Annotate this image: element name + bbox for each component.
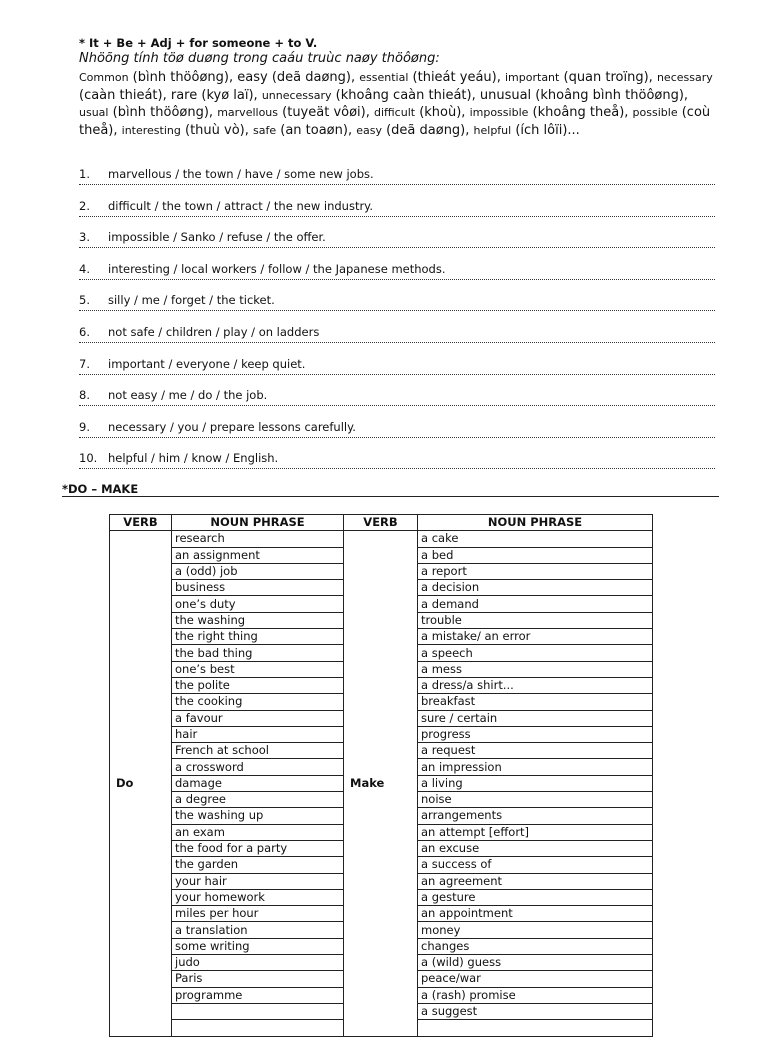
exercise-number: 8. [79,388,90,403]
answer-line[interactable] [79,214,715,217]
make-noun-phrase: changes [418,938,653,954]
exercise-number: 10. [79,451,98,466]
exercise-prompt: marvellous / the town / have / some new jobs. [108,167,374,181]
adjective-term: possible [632,106,678,120]
make-noun-phrase: a bed [418,547,653,563]
make-noun-phrase: peace/war [418,971,653,987]
do-noun-phrase: one’s best [172,661,344,677]
answer-line[interactable] [79,245,715,248]
do-noun-phrase: a translation [172,922,344,938]
adjective-term: marvellous [217,106,279,120]
adjective-gloss: (an toaøn), [276,122,357,138]
exercise-number: 3. [79,230,90,245]
do-noun-phrase: programme [172,987,344,1003]
exercise-prompt: not safe / children / play / on ladders [108,325,320,339]
adjective-gloss: (bình thöôøng), [128,70,238,85]
do-noun-phrase: research [172,531,344,547]
do-noun-phrase: hair [172,726,344,742]
make-noun-phrase: trouble [418,612,653,628]
verb-do: Do [110,531,172,1036]
exercise-item [79,388,719,402]
adjective-gloss: (deã daøng), [381,122,474,138]
exercise-item [79,420,719,434]
do-noun-phrase: French at school [172,743,344,759]
exercise-prompt: helpful / him / know / English. [108,451,279,466]
do-noun-phrase: damage [172,775,344,791]
answer-line[interactable] [79,277,715,280]
adjective-term: necessary [656,71,713,84]
section-subtitle: Nhöõng tính töø duøng trong caáu truùc naøy thöôøng: [79,51,440,66]
adjective-list-paragraph [79,69,719,139]
make-noun-phrase: noise [418,792,653,808]
do-make-table [109,514,653,1037]
make-noun-phrase: a mistake/ an error [418,629,653,645]
exercise-number: 1. [79,167,90,181]
make-noun-phrase: an agreement [418,873,653,889]
make-noun-phrase: progress [418,726,653,742]
adjective-gloss: (thuù vò), [180,122,253,138]
table-body [110,531,653,1036]
exercise-item [79,357,719,371]
adjective-gloss: (thieát yeáu), [408,70,505,85]
header-verb-left: VERB [110,515,172,531]
do-noun-phrase: the garden [172,857,344,873]
exercise-number: 9. [79,419,90,434]
exercise-prompt: not easy / me / do / the job. [108,388,268,403]
answer-line[interactable] [79,308,715,311]
exercise-prompt: impossible / Sanko / refuse / the offer. [108,230,326,245]
header-verb-right: VERB [344,515,418,531]
adjective-gloss: (bình thöôøng), [108,105,218,121]
exercise-item [79,325,719,339]
make-noun-phrase: breakfast [418,694,653,710]
make-noun-phrase: a speech [418,645,653,661]
do-noun-phrase: an exam [172,824,344,840]
table-header-row [110,515,653,531]
adjective-term: safe [253,123,277,137]
exercise-number: 5. [79,293,90,308]
do-noun-phrase: a (odd) job [172,563,344,579]
verb-make: Make [344,531,418,1036]
exercise-prompt: difficult / the town / attract / the new industry. [108,198,373,213]
answer-line[interactable] [79,435,715,438]
do-noun-phrase: miles per hour [172,906,344,922]
make-noun-phrase: a report [418,563,653,579]
make-noun-phrase: a decision [418,580,653,596]
adjective-term: usual [79,106,109,120]
answer-line[interactable] [79,340,715,343]
make-noun-phrase: a demand [418,596,653,612]
answer-line[interactable] [79,182,715,185]
exercise-item [79,167,719,181]
exercise-item [79,230,719,244]
make-noun-phrase: a living [418,775,653,791]
do-noun-phrase: some writing [172,938,344,954]
adjective-gloss: (ích lôïi)... [511,122,580,138]
make-noun-phrase: sure / certain [418,710,653,726]
do-noun-phrase: one’s duty [172,596,344,612]
exercise-item [79,262,719,276]
make-noun-phrase: money [418,922,653,938]
make-noun-phrase: an excuse [418,840,653,856]
header-noun-phrase-left: NOUN PHRASE [172,515,344,531]
adjective-gloss: easy [237,70,268,85]
do-noun-phrase: judo [172,955,344,971]
make-noun-phrase: arrangements [418,808,653,824]
adjective-gloss: (khoâng theå), [528,105,633,121]
adjective-gloss: (caàn thieát), rare (kyø laï), [79,87,262,103]
section-title-do-make: *DO – MAKE [62,482,139,496]
section-divider [62,496,719,497]
make-noun-phrase: a mess [418,661,653,677]
adjective-term: unnecessary [261,88,332,102]
make-noun-phrase: a dress/a shirt... [418,677,653,693]
exercise-item [79,451,719,465]
table-row [110,531,653,547]
adjective-gloss: (deã daøng), [267,70,360,85]
make-noun-phrase: a request [418,743,653,759]
do-noun-phrase [172,1020,344,1036]
make-noun-phrase: an appointment [418,906,653,922]
do-noun-phrase: the right thing [172,629,344,645]
answer-line[interactable] [79,403,715,406]
make-noun-phrase: a (rash) promise [418,987,653,1003]
do-noun-phrase: the washing [172,612,344,628]
do-noun-phrase: an assignment [172,547,344,563]
do-noun-phrase [172,1003,344,1019]
adjective-term: Common [79,71,129,84]
header-noun-phrase-right: NOUN PHRASE [418,515,653,531]
adjective-gloss: (quan troïng), [559,70,657,85]
make-noun-phrase: an attempt [effort] [418,824,653,840]
adjective-gloss: (khoâng caàn thieát), unusual (khoâng bình thöôøng), [331,87,689,103]
make-noun-phrase: an impression [418,759,653,775]
exercise-number: 6. [79,325,90,339]
adjective-gloss: (tuyeät vôøi), [278,105,374,121]
make-noun-phrase: a gesture [418,889,653,905]
do-noun-phrase: a crossword [172,759,344,775]
section-title-it-be-adj: * It + Be + Adj + for someone + to V. [79,36,318,50]
make-noun-phrase: a (wild) guess [418,955,653,971]
exercise-prompt: important / everyone / keep quiet. [108,356,306,371]
exercise-prompt: necessary / you / prepare lessons carefully. [108,419,356,434]
exercise-prompt: silly / me / forget / the ticket. [108,293,275,308]
answer-line[interactable] [79,372,715,375]
do-noun-phrase: the bad thing [172,645,344,661]
do-noun-phrase: a degree [172,792,344,808]
do-noun-phrase: the polite [172,677,344,693]
adjective-term: important [505,71,560,84]
do-noun-phrase: business [172,580,344,596]
exercise-prompt: interesting / local workers / follow / the Japanese methods. [108,261,446,276]
adjective-term: easy [356,123,382,137]
adjective-gloss: (khoù), [415,105,470,121]
exercise-number: 2. [79,198,90,213]
do-noun-phrase: the cooking [172,694,344,710]
adjective-term: interesting [121,123,181,137]
do-noun-phrase: your hair [172,873,344,889]
exercise-item [79,293,719,307]
do-noun-phrase: your homework [172,889,344,905]
exercise-number: 4. [79,261,90,276]
exercise-item [79,199,719,213]
adjective-term: impossible [469,106,529,120]
exercise-number: 7. [79,356,90,371]
adjective-term: essential [359,71,409,84]
adjective-term: helpful [473,123,512,137]
make-noun-phrase: a cake [418,531,653,547]
do-noun-phrase: the food for a party [172,840,344,856]
do-noun-phrase: Paris [172,971,344,987]
make-noun-phrase [418,1020,653,1036]
answer-line[interactable] [79,466,715,469]
adjective-gloss: (coù theå), [79,105,711,138]
make-noun-phrase: a suggest [418,1003,653,1019]
make-noun-phrase: a success of [418,857,653,873]
do-noun-phrase: the washing up [172,808,344,824]
adjective-term: difficult [374,106,416,120]
do-noun-phrase: a favour [172,710,344,726]
